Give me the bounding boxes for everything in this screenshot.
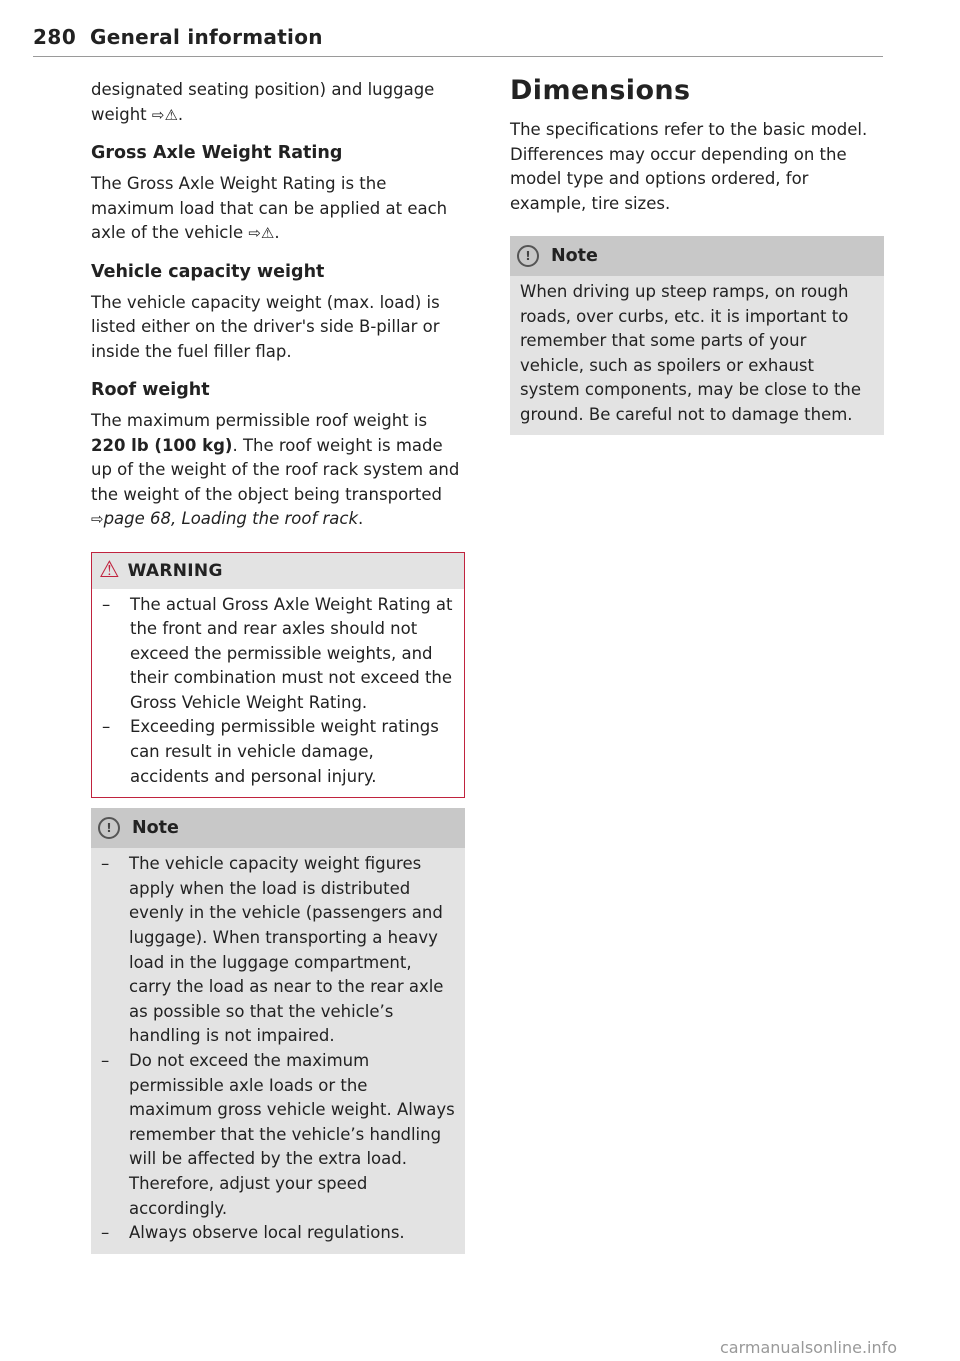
watermark: carmanualsonline.info bbox=[720, 1338, 898, 1357]
note-label: Note bbox=[551, 246, 598, 266]
capacity-paragraph: The vehicle capacity weight (max. load) is listed either on the driver's side B-pillar or inside the fuel filler flap. bbox=[91, 292, 440, 361]
note-header bbox=[510, 236, 884, 276]
note-body bbox=[510, 276, 884, 435]
dimensions-paragraph: The specifications refer to the basic model. Differences may occur depending on the model type and options ordered, for example, tire sizes. bbox=[510, 120, 868, 213]
note-header bbox=[91, 808, 465, 848]
roof-paragraph: The maximum permissible roof weight is 220 lb (100 kg). The roof weight is made up of the weight of the roof rack system and the weight of the object being transported ⇨page 68, Loading the roof rack. bbox=[91, 411, 460, 528]
arrow-right-icon: ⇨ bbox=[91, 510, 104, 528]
page-number: 280 bbox=[33, 25, 77, 49]
note-body bbox=[91, 848, 465, 1254]
gross-axle-heading: Gross Axle Weight Rating bbox=[91, 143, 343, 163]
dimensions-note-text: When driving up steep ramps, on rough roads, over curbs, etc. it is important to remember that some parts of your vehicle, such as spoilers or exhaust system components, may be close to the ground. Be careful not to damage them. bbox=[520, 282, 862, 424]
list-item: – The actual Gross Axle Weight Rating at the front and rear axles should not exceed the permissible weights, and their combination must not exceed the Gross Vehicle Weight Rating. bbox=[102, 594, 453, 712]
list-item: – Exceeding permissible weight ratings can result in vehicle damage, accidents and personal injury. bbox=[102, 717, 439, 786]
warning-box bbox=[91, 552, 465, 799]
gross-axle-paragraph: The Gross Axle Weight Rating is the maximum load that can be applied at each axle of the vehicle ⇨⚠. bbox=[91, 172, 465, 246]
arrow-right-icon: ⇨ bbox=[151, 105, 165, 124]
roof-heading: Roof weight bbox=[91, 380, 210, 400]
warning-triangle-icon: ⚠ bbox=[164, 105, 178, 124]
right-column bbox=[510, 74, 884, 435]
warning-triangle-icon: ⚠ bbox=[260, 224, 275, 242]
dimensions-heading: Dimensions bbox=[510, 75, 691, 106]
list-item: – The vehicle capacity weight figures apply when the load is distributed evenly in the vehicle (passengers and luggage). When transporting a heavy load in the luggage compartment, carry the load as near to the rear axle as possible so that the vehicle’s handling is not impaired. bbox=[101, 854, 444, 1046]
warning-header bbox=[92, 553, 464, 589]
capacity-heading: Vehicle capacity weight bbox=[91, 261, 325, 282]
note-box bbox=[91, 808, 465, 1254]
roof-weight-value: 220 lb (100 kg) bbox=[91, 435, 233, 455]
page-header bbox=[33, 22, 883, 57]
dimensions-note-box bbox=[510, 236, 884, 435]
arrow-right-icon: ⇨ bbox=[248, 224, 261, 242]
note-label: Note bbox=[132, 818, 179, 839]
section-title: General information bbox=[90, 25, 323, 49]
note-circle-icon: ! bbox=[98, 817, 120, 839]
list-item: – Do not exceed the maximum permissible axle Ioads or the maximum gross vehicle weight. Always remember that the vehicle’s handling will be affected by the extra load. Therefore, adjust your speed accordingly. bbox=[101, 1051, 455, 1218]
roof-xref-link[interactable]: page 68, Loading the roof rack bbox=[103, 509, 359, 528]
warning-label: WARNING bbox=[127, 560, 223, 581]
left-column bbox=[91, 78, 465, 1254]
list-item: – Always observe local regulations. bbox=[101, 1223, 405, 1243]
note-circle-icon: ! bbox=[517, 245, 539, 267]
intro-paragraph: designated seating position) and luggage weight ⇨⚠. bbox=[91, 78, 465, 127]
warning-triangle-icon: ⚠ bbox=[99, 557, 120, 583]
warning-body bbox=[92, 589, 464, 798]
